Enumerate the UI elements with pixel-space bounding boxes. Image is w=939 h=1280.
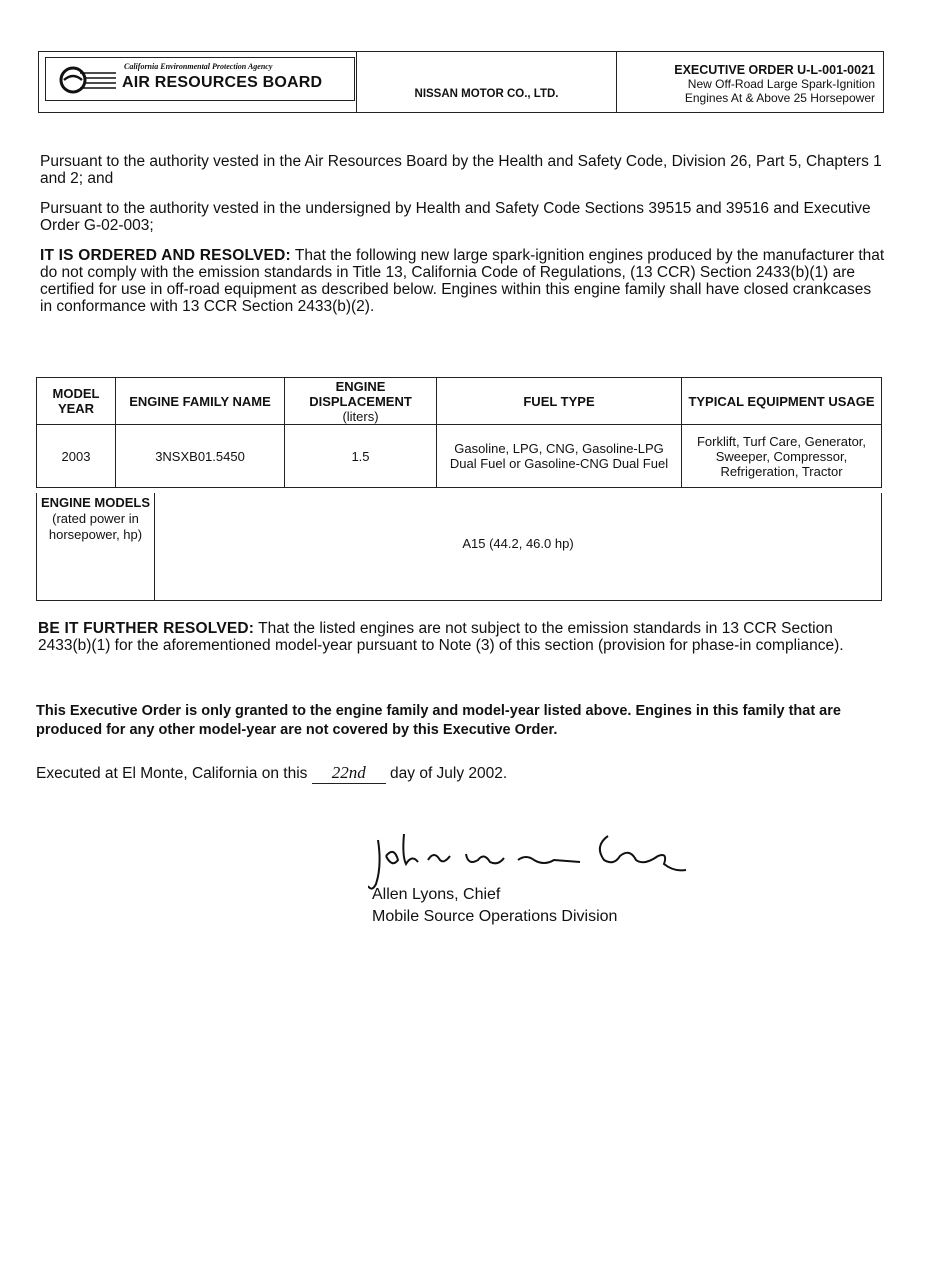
order-description-line1: New Off-Road Large Spark-Ignition xyxy=(687,77,875,91)
cell-displacement: 1.5 xyxy=(285,425,437,488)
header-model-year: MODEL YEAR xyxy=(37,378,116,425)
order-description-line2: Engines At & Above 25 Horsepower xyxy=(684,91,875,105)
execution-prefix: Executed at El Monte, California on this xyxy=(36,765,308,782)
agency-logo-box xyxy=(45,57,355,101)
execution-line xyxy=(36,763,507,784)
engine-models-sublabel: (rated power in horsepower, hp) xyxy=(48,511,143,542)
agency-name: AIR RESOURCES BOARD xyxy=(122,74,323,91)
granted-paragraph: This Executive Order is only granted to the engine family and model-year listed above. Engines in this family that are produced for any other model-year are not covered by this Executive Order. xyxy=(36,703,841,738)
header-displacement-label: ENGINE DISPLACEMENT xyxy=(309,378,412,409)
authority-paragraph-1: Pursuant to the authority vested in the Air Resources Board by the Health and Safety Code, Division 26, Part 5, Chapters 1 and 2; and xyxy=(40,153,882,187)
signatory-name: Allen Lyons, Chief xyxy=(372,886,501,903)
header-equipment-usage: TYPICAL EQUIPMENT USAGE xyxy=(682,378,882,425)
execution-suffix: day of July 2002. xyxy=(390,765,508,782)
execution-day: 22nd xyxy=(312,763,386,784)
header-displacement-unit: (liters) xyxy=(342,408,379,424)
document-header xyxy=(38,51,884,113)
cell-model-year: 2003 xyxy=(37,425,116,488)
signatory-block xyxy=(372,884,617,928)
header-fuel-type: FUEL TYPE xyxy=(437,378,682,425)
ordered-lead: IT IS ORDERED AND RESOLVED: xyxy=(40,247,291,264)
authority-paragraph-2: Pursuant to the authority vested in the undersigned by Health and Safety Code Sections 39515 and 39516 and Executive Order G-02-003; xyxy=(40,200,871,234)
engine-models-label xyxy=(37,493,155,600)
cell-engine-family: 3NSXB01.5450 xyxy=(116,425,285,488)
cell-equipment-usage: Forklift, Turf Care, Generator, Sweeper, Compressor, Refrigeration, Tractor xyxy=(682,425,882,488)
manufacturer-cell xyxy=(357,52,617,112)
header-displacement xyxy=(285,378,437,425)
engine-certification-table xyxy=(36,377,882,488)
engine-models-row xyxy=(36,493,882,601)
ordered-text: That the following new large spark-ignition engines produced by the manufacturer that do not comply with the emission standards in Title 13, California Code of Regulations, (13 CCR) Section 2433(b)(1) are certified for use in off-road equipment as described below. Engines within this engine family shall have closed crankcases in conformance with 13 CCR Section 2433(b)(2). xyxy=(40,247,885,315)
engine-models-value: A15 (44.2, 46.0 hp) xyxy=(462,536,574,551)
agency-parent-name: California Environmental Protection Agency xyxy=(124,62,273,71)
header-engine-family: ENGINE FAMILY NAME xyxy=(116,378,285,425)
arb-logo-icon xyxy=(58,65,116,95)
table-row xyxy=(37,425,882,488)
executive-order-number: EXECUTIVE ORDER U-L-001-0021 xyxy=(674,63,875,77)
manufacturer-name: NISSAN MOTOR CO., LTD. xyxy=(414,88,559,100)
order-cell xyxy=(617,52,883,112)
further-resolved-paragraph xyxy=(38,620,883,654)
signatory-division: Mobile Source Operations Division xyxy=(372,908,618,925)
agency-cell xyxy=(39,52,357,112)
table-header-row xyxy=(37,378,882,425)
further-text: That the listed engines are not subject to the emission standards in 13 CCR Section 2433(b)(1) for the aforementioned model-year pursuant to Note (3) of this section (provision for phase-in compliance). xyxy=(38,620,844,654)
cell-fuel-type: Gasoline, LPG, CNG, Gasoline-LPG Dual Fuel or Gasoline-CNG Dual Fuel xyxy=(437,425,682,488)
engine-models-title: ENGINE MODELS xyxy=(40,495,151,510)
further-lead: BE IT FURTHER RESOLVED: xyxy=(38,620,255,637)
ordered-paragraph xyxy=(40,247,885,315)
